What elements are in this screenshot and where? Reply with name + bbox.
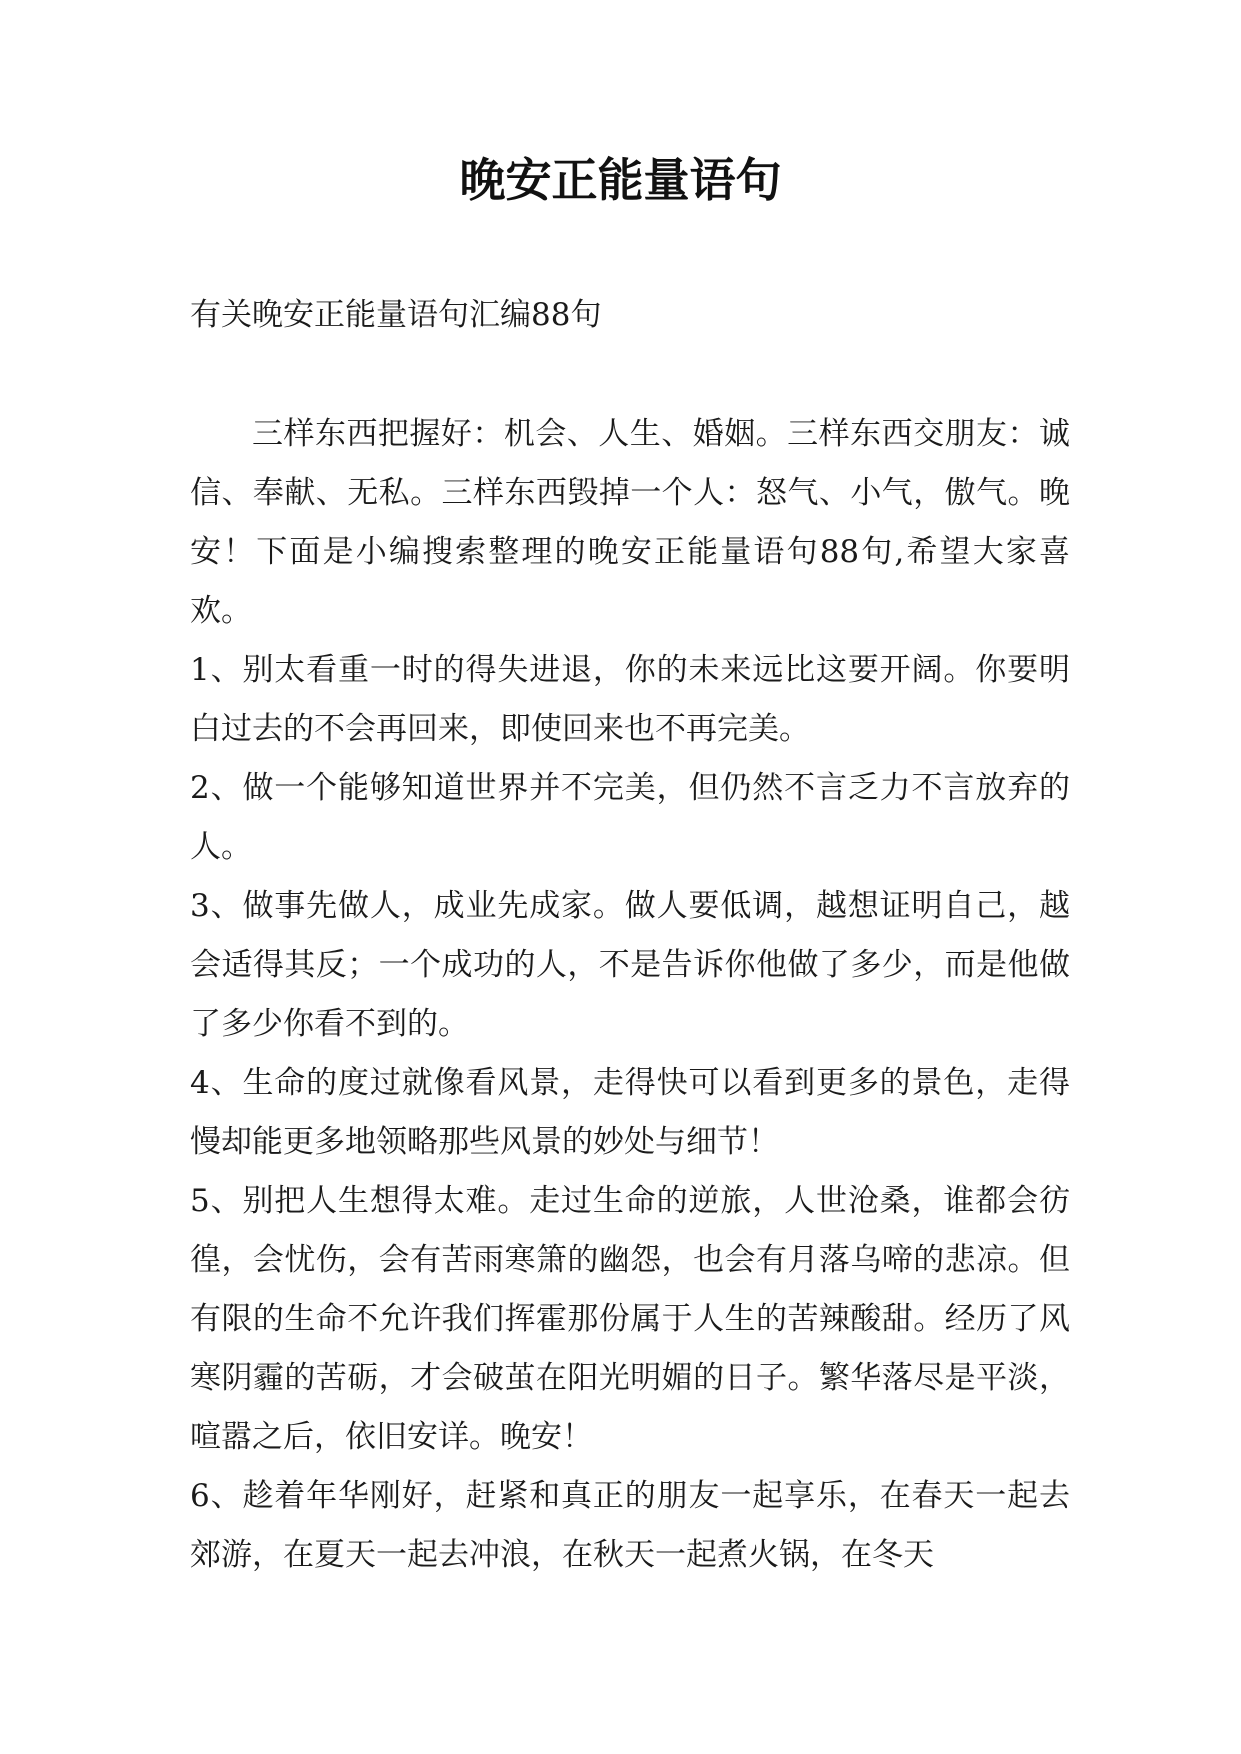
list-item: 2、做一个能够知道世界并不完美，但仍然不言乏力不言放弃的人。: [190, 770, 1070, 865]
intro-paragraph: 三样东西把握好：机会、人生、婚姻。三样东西交朋友：诚信、奉献、无私。三样东西毁掉一个人：怒气、小气，傲气。晚安！下面是小编搜索整理的晚安正能量语句88句,希望大家喜欢。: [190, 416, 1070, 629]
document-subtitle: 有关晚安正能量语句汇编88句: [190, 297, 602, 333]
list-item: 4、生命的度过就像看风景，走得快可以看到更多的景色，走得慢却能更多地领略那些风景的妙处与细节！: [190, 1065, 1070, 1160]
document-title: 晚安正能量语句: [459, 153, 782, 207]
list-item: 5、别把人生想得太难。走过生命的逆旅，人世沧桑，谁都会彷徨，会忧伤，会有苦雨寒箫的幽怨，也会有月落乌啼的悲凉。但有限的生命不允许我们挥霍那份属于人生的苦辣酸甜。经历了风寒阴霾的苦砺，才会破茧在阳光明媚的日子。繁华落尽是平淡，喧嚣之后，依旧安详。晚安！: [190, 1183, 1070, 1455]
document-body: [190, 405, 1070, 1585]
list-item: 1、别太看重一时的得失进退，你的未来远比这要开阔。你要明白过去的不会再回来，即使回来也不再完美。: [190, 652, 1070, 747]
list-item: 3、做事先做人，成业先成家。做人要低调，越想证明自己，越会适得其反；一个成功的人，不是告诉你他做了多少，而是他做了多少你看不到的。: [190, 888, 1070, 1042]
list-item: 6、趁着年华刚好，赶紧和真正的朋友一起享乐，在春天一起去郊游，在夏天一起去冲浪，在秋天一起煮火锅，在冬天: [190, 1478, 1070, 1573]
